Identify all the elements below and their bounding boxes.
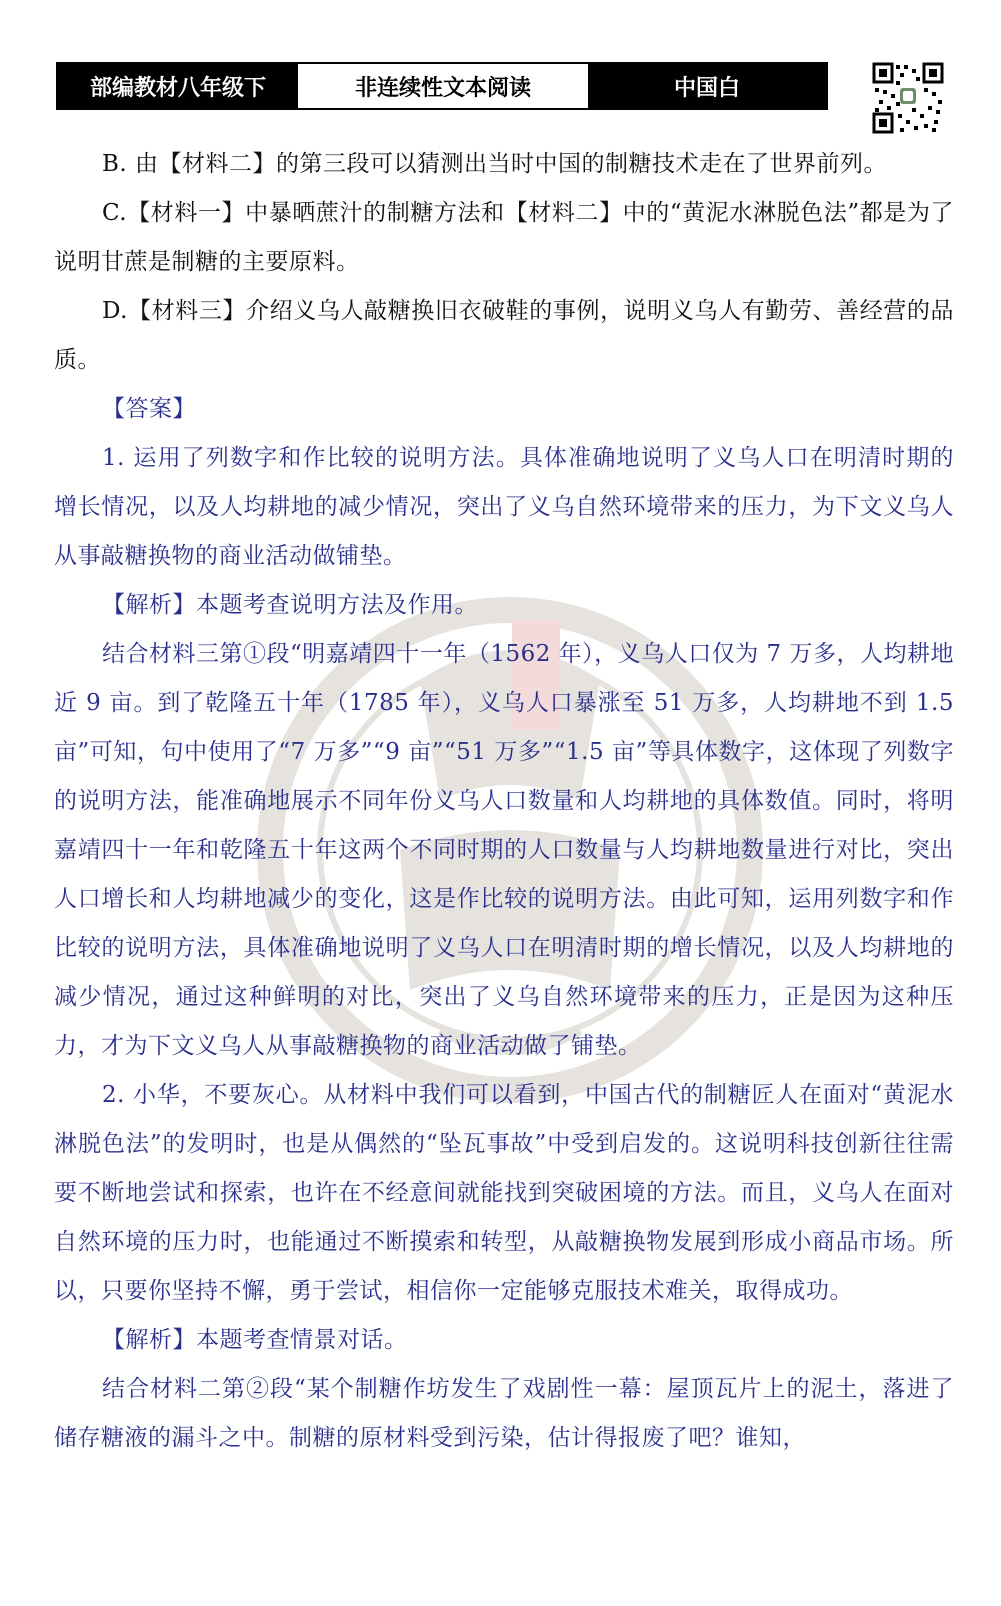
option-d: D.【材料三】介绍义乌人敲糖换旧衣破鞋的事例，说明义乌人有勤劳、善经营的品质。 [54,298,954,373]
analysis-1-body: 结合材料三第①段“明嘉靖四十一年（1562 年），义乌人口仅为 7 万多，人均耕地近 9 亩。到了乾隆五十年（1785 年），义乌人口暴涨至 51 万多，人均耕地不到 1.5 亩”可知，句中使用了“7 万多”“9 亩”“51 万多”“1.5 亩”等具体数字，这体现了列数字的说明方法，能准确地展示不同年份义乌人口数量和人均耕地的具体数值。同时，将明嘉靖四十一年和乾隆五十年这两个不同时期的人口数量与人均耕地数量进行对比，突出人口增长和人均耕地减少的变化，这是作比较的说明方法。由此可知，运用列数字和作比较的说明方法，具体准确地说明了义乌人口在明清时期的增长情况，以及人均耕地的减少情况，通过这种鲜明的对比，突出了义乌自然环境带来的压力，正是因为这种压力，才为下文义乌人从事敲糖换物的商业活动做了铺垫。 [54,641,954,1059]
analysis-2-heading: 【解析】本题考查情景对话。 [102,1327,408,1353]
analysis-2-body: 结合材料二第②段“某个制糖作坊发生了戏剧性一幕：屋顶瓦片上的泥土，落进了储存糖液的漏斗之中。制糖的原材料受到污染，估计得报废了吧？谁知， [54,1376,954,1451]
option-c: C.【材料一】中暴晒蔗汁的制糖方法和【材料二】中的“黄泥水淋脱色法”都是为了说明甘蔗是制糖的主要原料。 [54,200,954,275]
answer-2: 2. 小华，不要灰心。从材料中我们可以看到，中国古代的制糖匠人在面对“黄泥水淋脱色法”的发明时，也是从偶然的“坠瓦事故”中受到启发的。这说明科技创新往往需要不断地尝试和探索，也许在不经意间就能找到突破困境的方法。而且，义乌人在面对自然环境的压力时，也能通过不断摸索和转型，从敲糖换物发展到形成小商品市场。所以，只要你坚持不懈，勇于尝试，相信你一定能够克服技术难关，取得成功。 [54,1082,954,1304]
analysis-1-heading: 【解析】本题考查说明方法及作用。 [102,592,478,618]
answer-heading: 【答案】 [102,396,196,422]
option-b: B. 由【材料二】的第三段可以猜测出当时中国的制糖技术走在了世界前列。 [102,151,888,177]
header-topic-label: 非连续性文本阅读 [298,64,588,108]
qr-code-icon [872,62,944,134]
header-title-label: 中国白 [588,64,826,108]
header-grade-label: 部编教材八年级下 [58,64,298,108]
header-bar [56,62,828,110]
document-body [54,140,954,1463]
answer-1: 1. 运用了列数字和作比较的说明方法。具体准确地说明了义乌人口在明清时期的增长情况，以及人均耕地的减少情况，突出了义乌自然环境带来的压力，为下文义乌人从事敲糖换物的商业活动做铺垫。 [54,445,954,569]
